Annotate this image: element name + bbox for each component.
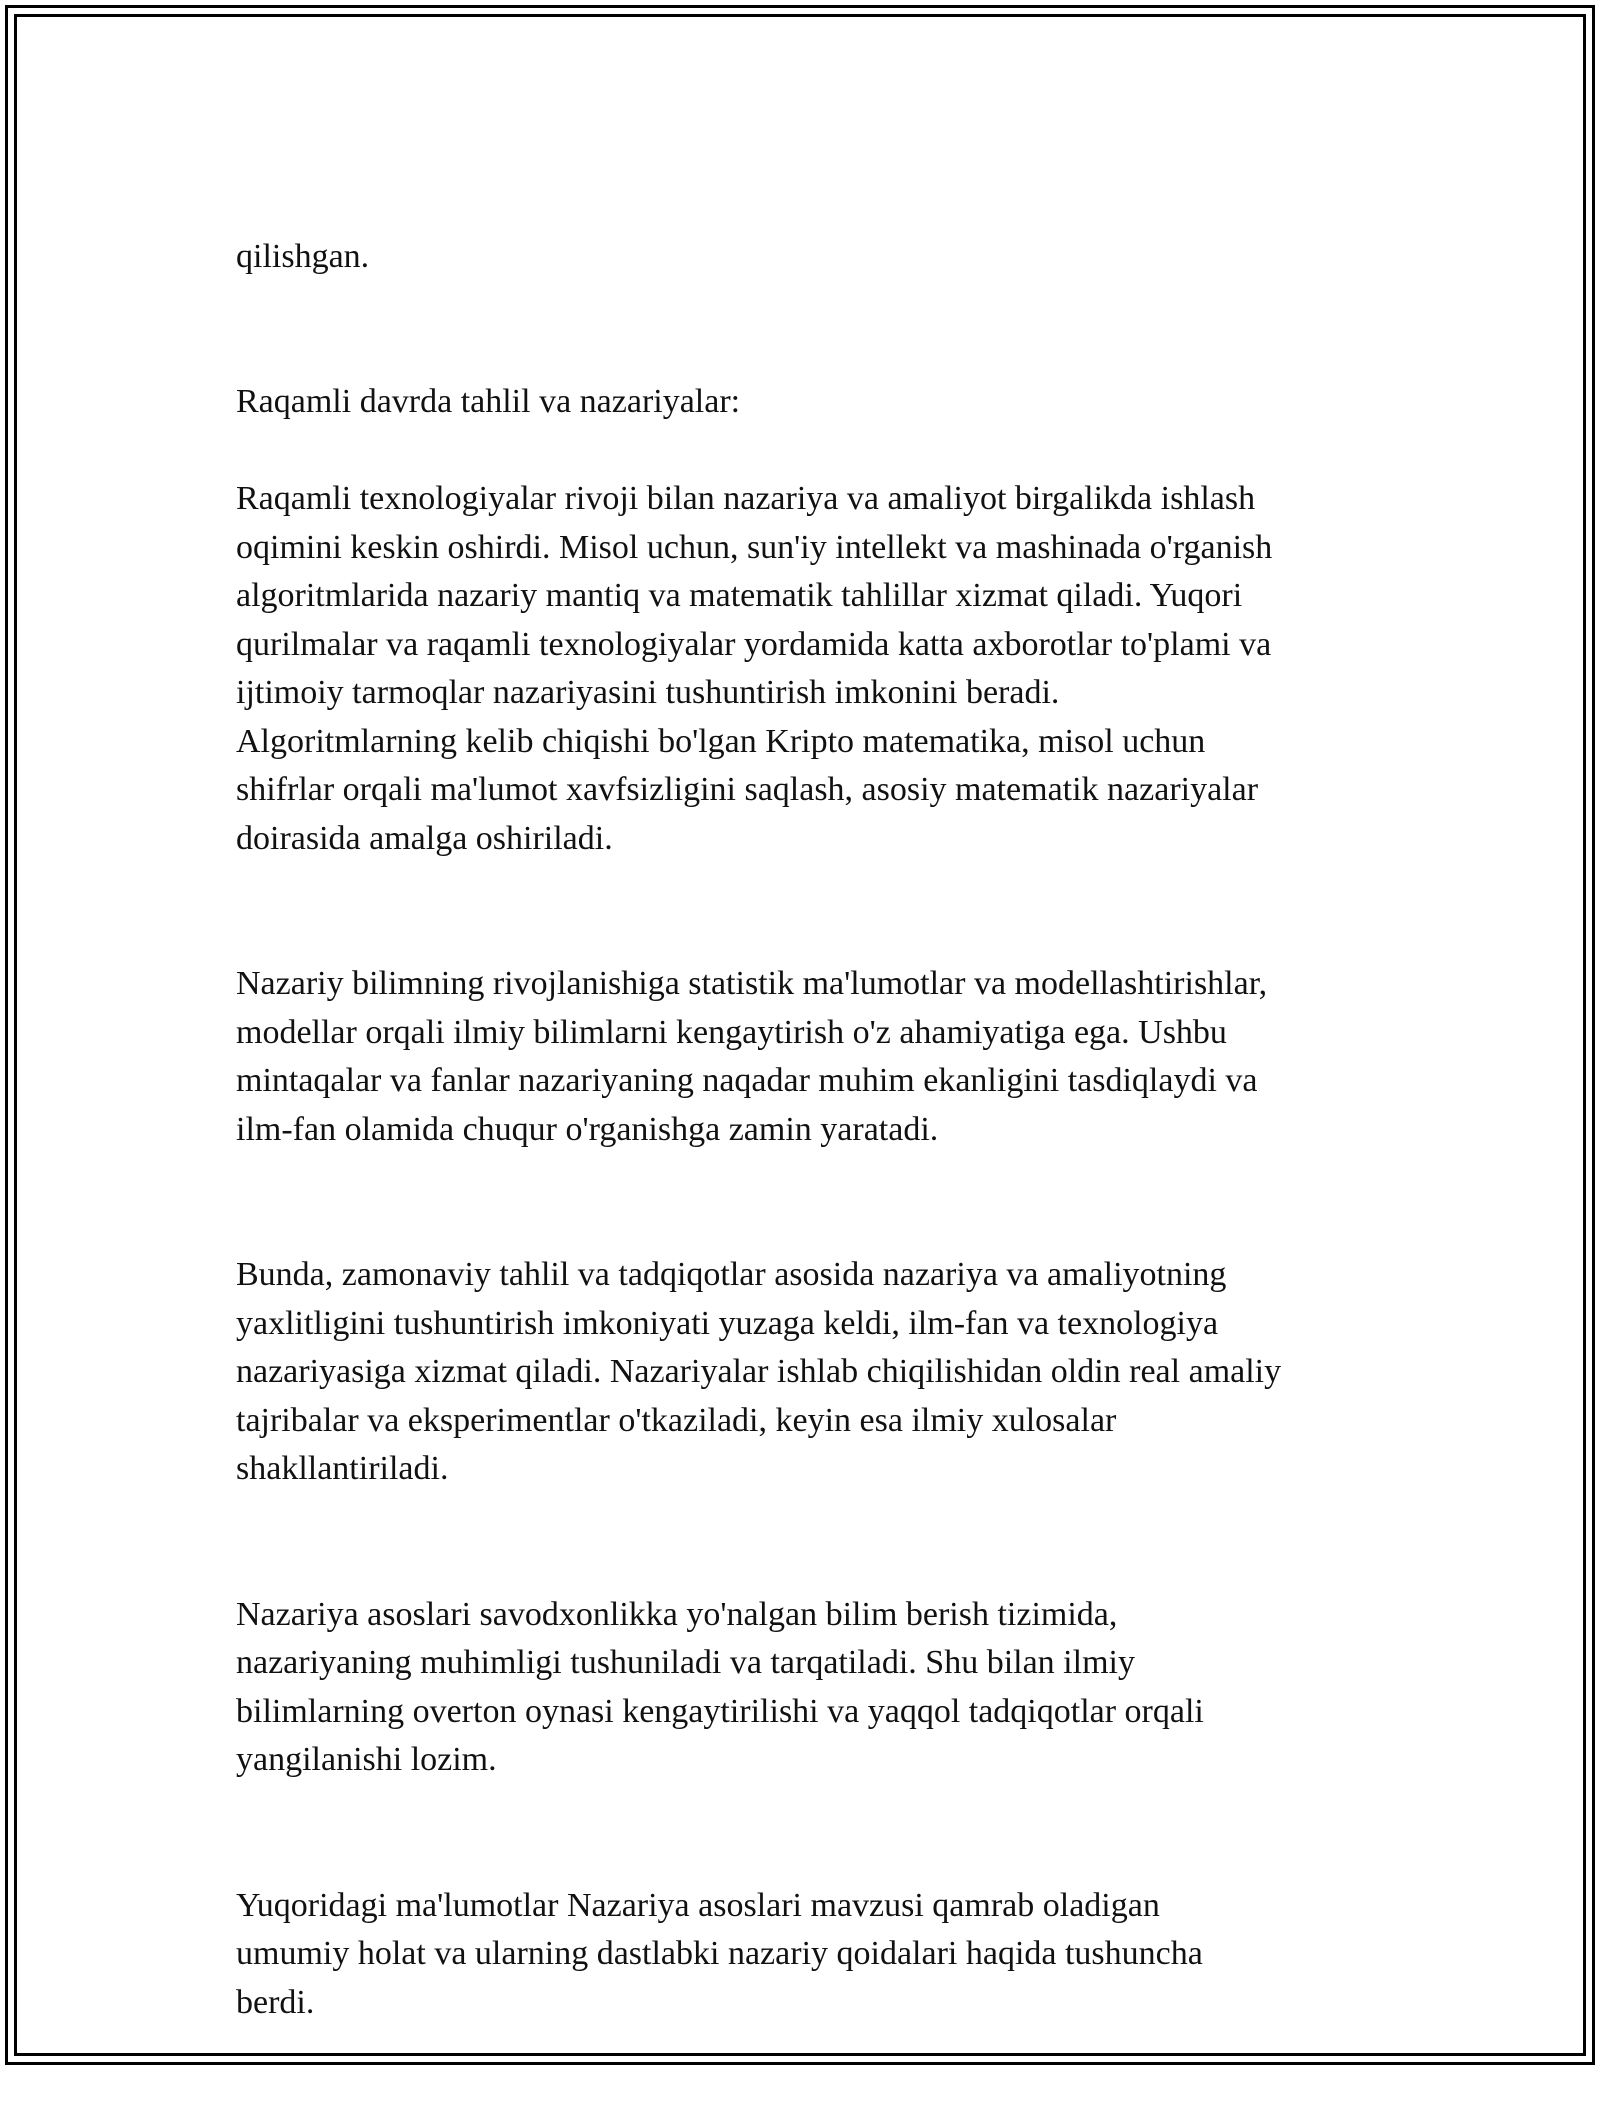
paragraph-modern-analysis: Bunda, zamonaviy tahlil va tadqiqotlar asosida nazariya va amaliyotning yaxlitligini tushuntirish imkoniyati yuzaga keldi, ilm-fan va texnologiya nazariyasiga xizmat qiladi. Nazariyalar ishlab chiqilishidan oldin real amaliy tajribalar va eksperimentlar o'tkaziladi, keyin esa ilmiy xulosalar shakllantiriladi. xyxy=(236,1256,1282,1487)
paragraph-conclusion: Yuqoridagi ma'lumotlar Nazariya asoslari mavzusi qamrab oladigan umumiy holat va ularning dastlabki nazariy qoidalari haqida tushuncha berdi. xyxy=(236,1886,1203,2021)
document-body xyxy=(236,184,1386,2124)
paragraph-statistics: Nazariy bilimning rivojlanishiga statistik ma'lumotlar va modellashtirishlar, modellar orqali ilmiy bilimlarni kengaytirish o'z ahamiyatiga ega. Ushbu mintaqalar va fanlar nazariyaning naqadar muhim ekanligini tasdiqlaydi va ilm-fan olamida chuqur o'rganishga zamin yaratadi. xyxy=(236,965,1268,1148)
paragraph-digital-era: Raqamli texnologiyalar rivoji bilan nazariya va amaliyot birgalikda ishlash oqimini keskin oshirdi. Misol uchun, sun'iy intellekt va mashinada o'rganish algoritmlarida nazariy mantiq va matematik tahlillar xizmat qiladi. Yuqori qurilmalar va raqamli texnologiyalar yordamida katta axborotlar to'plami va ijtimoiy tarmoqlar nazariyasini tushuntirish imkonini beradi. Algoritmlarning kelib chiqishi bo'lgan Kripto matematika, misol uchun shifrlar orqali ma'lumot xavfsizligini saqlash, asosiy matematik nazariyalar doirasida amalga oshiriladi. xyxy=(236,480,1273,857)
paragraph-continuation: qilishgan. xyxy=(236,237,370,275)
section-heading: Raqamli davrda tahlil va nazariyalar: xyxy=(236,383,741,420)
paragraph-literacy: Nazariya asoslari savodxonlikka yo'nalgan bilim berish tizimida, nazariyaning muhimligi tushuniladi va tarqatiladi. Shu bilan ilmiy bilimlarning overton oynasi kengaytirilishi va yaqqol tadqiqotlar orqali yangilanishi lozim. xyxy=(236,1595,1204,1778)
